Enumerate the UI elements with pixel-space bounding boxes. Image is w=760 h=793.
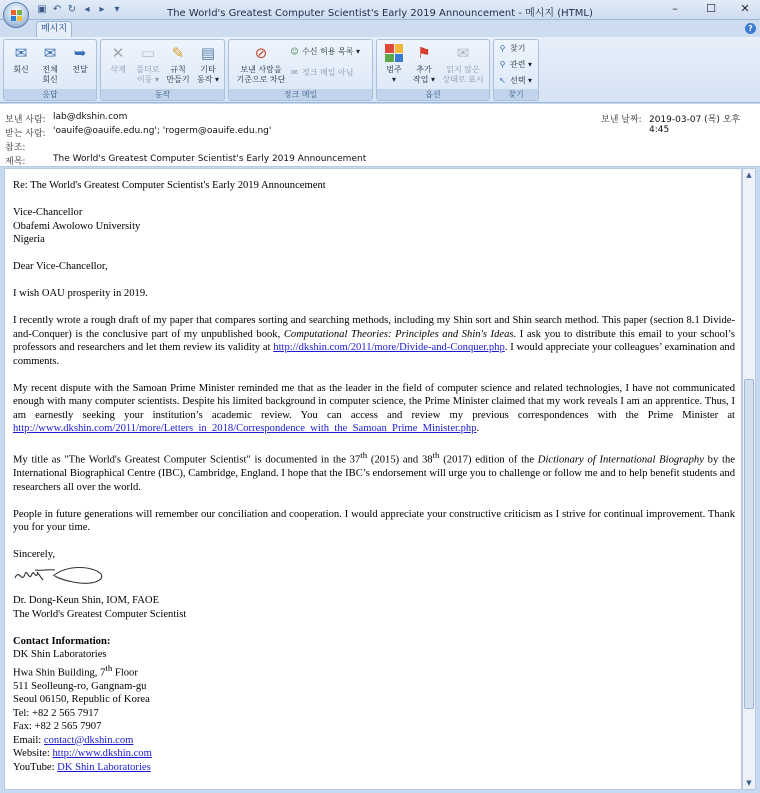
next-item-icon[interactable]: ▸ <box>99 4 105 15</box>
group-label: 옵션 <box>377 89 489 100</box>
message-header <box>0 104 760 167</box>
reply-all-button[interactable]: ✉ 전체 회신 <box>35 43 65 85</box>
paragraph-draft: I recently wrote a rough draft of my paper that compares sorting and searching methods, including my Shin sort and Shin search method. This paper (section 8.1 Divide-and-Conquer) is the conclusive part of my unpublished book, Computational Theories: Principles and Shin's Ideas. I ask you to distribute this email to your school’s professors and researchers and let them review its validity at http://dkshin.com/2011/more/Divide-and-Conquer.php. I would appreciate your colleagues’ examination and comments. <box>13 315 736 367</box>
to-value[interactable]: 'oauife@oauife.edu.ng'; 'rogerm@oauife.edu.ng' <box>53 126 272 136</box>
from-value[interactable]: lab@dkshin.com <box>53 112 128 122</box>
binoculars-icon: ⚲ <box>499 44 506 53</box>
safe-list-icon: ☺ <box>290 47 299 56</box>
subject-label: 제목: <box>5 157 26 167</box>
forward-icon: ➥ <box>73 44 87 62</box>
other-actions-button[interactable]: ▤ 기타 동작 ▾ <box>196 44 219 84</box>
to-label: 받는 사람: <box>5 129 46 139</box>
email-link[interactable]: contact@dkshin.com <box>43 734 134 746</box>
customize-toolbar-icon[interactable]: ▾ <box>114 4 120 15</box>
categorize-icon <box>385 44 403 62</box>
group-label: 찾기 <box>494 89 538 100</box>
block-sender-button[interactable]: ⊘ 보낸 사람을 기준으로 차단 <box>236 44 286 84</box>
ribbon-tab-row <box>0 20 760 37</box>
title-bar <box>0 0 760 20</box>
wish-line: I wish OAU prosperity in 2019. <box>13 288 148 299</box>
divide-and-conquer-link[interactable]: http://dkshin.com/2011/more/Divide-and-Conquer.php <box>273 342 505 353</box>
greeting: Dear Vice-Chancellor, <box>13 261 108 272</box>
closing: Sincerely, <box>13 549 55 561</box>
recipient-address: Vice-Chancellor Obafemi Awolowo University Nigeria <box>13 207 141 245</box>
contact-block: Contact Information: DK Shin Laboratories Hwa Shin Building, 7th Floor 511 Seolleung-ro, Gangnam-gu Seoul 06150, Republic of Korea Tel: +82 2 565 7917 Fax: +82 2 565 7907 Email: contact@dkshin.com Website: http://www.dkshin.com YouTube: DK Shin Laboratories <box>13 635 735 775</box>
message-body <box>4 168 742 790</box>
find-button[interactable]: ⚲ 찾기 <box>497 44 525 54</box>
from-label: 보낸 사람: <box>5 115 46 125</box>
window-title: The World's Greatest Computer Scientist's Early 2019 Announcement - 메시지 (HTML) <box>167 8 593 19</box>
tel-line: Tel: +82 2 565 7917 <box>13 707 99 719</box>
follow-up-button[interactable]: ⚑ 추가 작업 ▾ <box>412 44 435 84</box>
tab-message[interactable]: 메시지 <box>36 21 72 37</box>
reply-button[interactable]: ✉ 회신 <box>6 43 36 75</box>
scroll-up-icon[interactable]: ▲ <box>746 171 752 179</box>
sent-date-value: 2019-03-07 (목) 오후 4:45 <box>649 115 741 135</box>
flag-icon: ⚑ <box>417 44 431 62</box>
rule-icon: ✎ <box>171 44 185 62</box>
related-icon: ⚲ <box>499 60 506 69</box>
contact-heading: Contact Information: <box>13 635 111 647</box>
signature-title: The World's Greatest Computer Scientist <box>13 608 187 620</box>
not-junk-icon: ✉ <box>291 68 298 77</box>
folder-icon: ▭ <box>140 44 156 62</box>
group-junk <box>228 39 373 101</box>
fax-line: Fax: +82 2 565 7907 <box>13 721 102 733</box>
sent-date-label: 보낸 날짜: <box>601 115 642 125</box>
cc-label: 참조: <box>5 143 26 153</box>
move-to-folder-button[interactable]: ▭ 폴더로 이동 ▾ <box>136 44 160 84</box>
forward-button[interactable]: ➥ 전달 <box>65 43 95 75</box>
subject-value: The World's Greatest Computer Scientist's Early 2019 Announcement <box>53 154 367 164</box>
select-button[interactable]: ↖ 선택 ▾ <box>497 76 532 86</box>
dictionary-title: Dictionary of International Biography <box>537 454 704 466</box>
delete-icon: ✕ <box>111 44 125 62</box>
create-rule-button[interactable]: ✎ 규칙 만들기 <box>166 44 190 84</box>
help-icon[interactable]: ? <box>745 23 756 34</box>
scroll-thumb[interactable] <box>744 379 754 709</box>
not-junk-button[interactable]: ✉ 정크 메일 아님 <box>289 68 353 78</box>
vertical-scrollbar[interactable] <box>742 168 756 790</box>
save-icon[interactable]: ▣ <box>37 4 47 15</box>
close-button[interactable]: ✕ <box>740 2 750 15</box>
categorize-button[interactable]: 범주 ▾ <box>379 43 409 85</box>
reply-icon: ✉ <box>14 44 28 62</box>
group-actions <box>100 39 225 101</box>
minimize-button[interactable]: – <box>672 2 678 15</box>
select-cursor-icon: ↖ <box>499 76 506 85</box>
office-logo-icon <box>11 10 22 21</box>
paragraph-title: My title as "The World's Greatest Computer Scientist" is documented in the 37th (2015) and 38th (2017) edition of the Dictionary of International Biography by the International Biographical Centre (IBC), Cambridge, England. I hope that the IBC’s endorsement will urge you to challenge or follow me and to help benefit students and researchers all over the world. <box>13 450 735 493</box>
previous-item-icon[interactable]: ◂ <box>84 4 90 15</box>
redo-icon[interactable]: ↻ <box>67 4 77 15</box>
mark-unread-button[interactable]: ✉ 읽지 않은 상태로 표시 <box>442 44 484 84</box>
paragraph-dispute: My recent dispute with the Samoan Prime Minister reminded me that as the leader in the field of computer science and related technologies, I have not communicated enough with many computer scientists. Despite his limited background in computer science, the Prime Minister claimed that my work reveals I am an apprentice. Thus, I am earnestly seeking your institution’s academic review. You can access and review my previous correspondences with the Prime Minister at http://www.dkshin.com/2011/more/Letters_in_2018/Correspondence_with_the_Samoan_Prime_Minister.php. <box>13 382 735 434</box>
re-line: Re: The World's Greatest Computer Scientist's Early 2019 Announcement <box>13 180 326 191</box>
undo-icon[interactable]: ↶ <box>52 4 62 15</box>
mark-unread-icon: ✉ <box>456 44 470 62</box>
group-label: 응답 <box>4 89 96 100</box>
book-title: Computational Theories: Principles and Shin's Ideas <box>283 328 514 340</box>
group-find <box>493 39 539 101</box>
youtube-link[interactable]: DK Shin Laboratories <box>57 761 151 773</box>
group-respond <box>3 39 97 101</box>
reply-all-icon: ✉ <box>43 44 57 62</box>
correspondence-link[interactable]: http://www.dkshin.com/2011/more/Letters_in_2018/Correspondence_with_the_Samoan_Prime_Minister.php <box>13 423 477 434</box>
other-actions-icon: ▤ <box>200 44 216 62</box>
group-options <box>376 39 490 101</box>
handwritten-signature <box>13 560 113 590</box>
group-label: 동작 <box>101 89 224 100</box>
related-button[interactable]: ⚲ 관련 ▾ <box>497 60 532 70</box>
maximize-button[interactable]: ☐ <box>706 2 716 15</box>
block-sender-icon: ⊘ <box>254 44 268 62</box>
office-button[interactable] <box>3 2 29 28</box>
scroll-down-icon[interactable]: ▼ <box>746 779 752 787</box>
ribbon <box>0 37 760 103</box>
delete-button[interactable]: ✕ 삭제 <box>103 43 133 75</box>
group-label: 정크 메일 <box>229 89 372 100</box>
safe-list-button[interactable]: ☺ 수신 허용 목록 ▾ <box>290 47 361 56</box>
signature-name: Dr. Dong-Keun Shin, IOM, FAOE <box>13 595 160 607</box>
paragraph-future: People in future generations will remember our conciliation and cooperation. I would appreciate your constructive criticism as I strive for continual improvement. Thank you for your time. <box>13 508 735 534</box>
website-link[interactable]: http://www.dkshin.com <box>52 748 152 760</box>
